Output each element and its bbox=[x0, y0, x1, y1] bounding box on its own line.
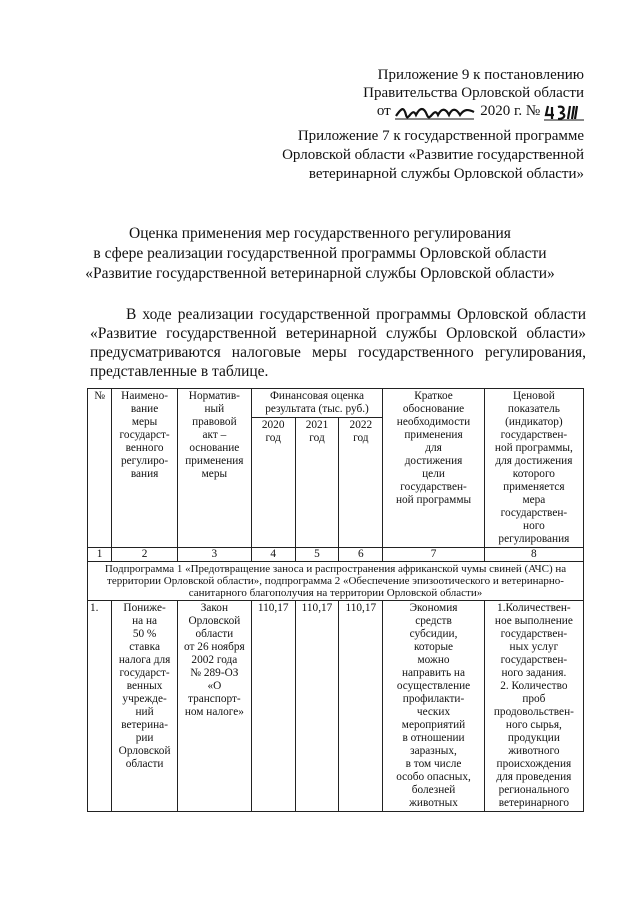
header-num: № bbox=[88, 389, 112, 548]
title-line3: «Развитие государственной ветеринарной службы Орловской области» bbox=[85, 265, 555, 282]
regulation-measures-table bbox=[87, 388, 584, 812]
date-suffix: 2020 г. № bbox=[480, 103, 541, 119]
header-year-2022: 2022 год bbox=[339, 418, 383, 548]
row-measure-name: Пониже- на на 50 % ставка налога для государст- венных учрежде- ний ветерина- рии Орловской области bbox=[112, 601, 178, 812]
table-header-row bbox=[88, 389, 584, 418]
appendix-header-line2: Правительства Орловской области bbox=[363, 85, 584, 101]
row-value-2022: 110,17 bbox=[339, 601, 383, 812]
subprogram-title: Подпрограмма 1 «Предотвращение заноса и распространения африканской чумы свиней (АЧС) на территории Орловской области», подпрограмма 2 «Обеспечение эпизоотического и ветеринарно-санитарного благополучия на территории Орловской области» bbox=[88, 562, 584, 601]
col-index: 1 bbox=[88, 548, 112, 562]
document-title bbox=[56, 224, 584, 284]
header-indicator: Ценовой показатель (индикатор) государствен- ной программы, для достижения которого применяется мера государствен- ного регулирования bbox=[484, 389, 583, 548]
handwritten-decree-number-signature bbox=[544, 103, 584, 121]
header-legal-act: Норматив- ный правовой акт – основание применения меры bbox=[177, 389, 251, 548]
col-index: 7 bbox=[383, 548, 485, 562]
table-row bbox=[88, 601, 584, 812]
row-legal-act: Закон Орловской области от 26 ноября 2002 года № 289-ОЗ «О транспорт- ном налоге» bbox=[177, 601, 251, 812]
handwritten-date-signature bbox=[394, 103, 476, 121]
col-index: 4 bbox=[251, 548, 295, 562]
decree-date-line bbox=[377, 102, 584, 121]
intro-paragraph bbox=[90, 305, 586, 381]
program-appendix-line3: ветеринарной службы Орловской области» bbox=[308, 166, 584, 182]
col-index: 3 bbox=[177, 548, 251, 562]
program-appendix-line1: Приложение 7 к государственной программе bbox=[297, 128, 584, 144]
header-year-2020: 2020 год bbox=[251, 418, 295, 548]
col-index: 6 bbox=[339, 548, 383, 562]
appendix-header bbox=[264, 66, 584, 121]
col-index: 8 bbox=[484, 548, 583, 562]
program-appendix-header bbox=[204, 127, 584, 184]
title-line1: Оценка применения мер государственного регулирования bbox=[129, 225, 511, 242]
row-value-2020: 110,17 bbox=[251, 601, 295, 812]
column-index-row bbox=[88, 548, 584, 562]
row-value-2021: 110,17 bbox=[295, 601, 339, 812]
date-prefix: от bbox=[376, 103, 391, 119]
col-index: 5 bbox=[295, 548, 339, 562]
program-appendix-line2: Орловской области «Развитие государственной bbox=[282, 147, 584, 163]
appendix-header-line1: Приложение 9 к постановлению bbox=[377, 67, 584, 83]
header-year-2021: 2021 год bbox=[295, 418, 339, 548]
row-justification: Экономия средств субсидии, которые можно направить на осуществление профилакти- ческих мероприятий в отношении заразных, в том числе особо опасных, болезней животных bbox=[383, 601, 485, 812]
subprogram-row bbox=[88, 562, 584, 601]
col-index: 2 bbox=[112, 548, 178, 562]
header-justification: Краткое обоснование необходимости применения для достижения цели государствен- ной программы bbox=[383, 389, 485, 548]
row-indicator: 1.Количествен- ное выполнение государствен- ных услуг государствен- ного задания. 2. Количество проб продовольствен- ного сырья, продукции животного происхождения для проведения регионального ветеринарного bbox=[484, 601, 583, 812]
intro-paragraph-text: В ходе реализации государственной программы Орловской области «Развитие государственной ветеринарной службы Орловской области» предусматриваются налоговые меры государственного регулирования, представленные в таблице. bbox=[90, 306, 586, 380]
header-financial-estimate: Финансовая оценка результата (тыс. руб.) bbox=[251, 389, 383, 418]
header-measure-name: Наимено- вание меры государст- венного регулиро- вания bbox=[112, 389, 178, 548]
row-num: 1. bbox=[88, 601, 112, 812]
title-line2: в сфере реализации государственной программы Орловской области bbox=[93, 245, 547, 262]
